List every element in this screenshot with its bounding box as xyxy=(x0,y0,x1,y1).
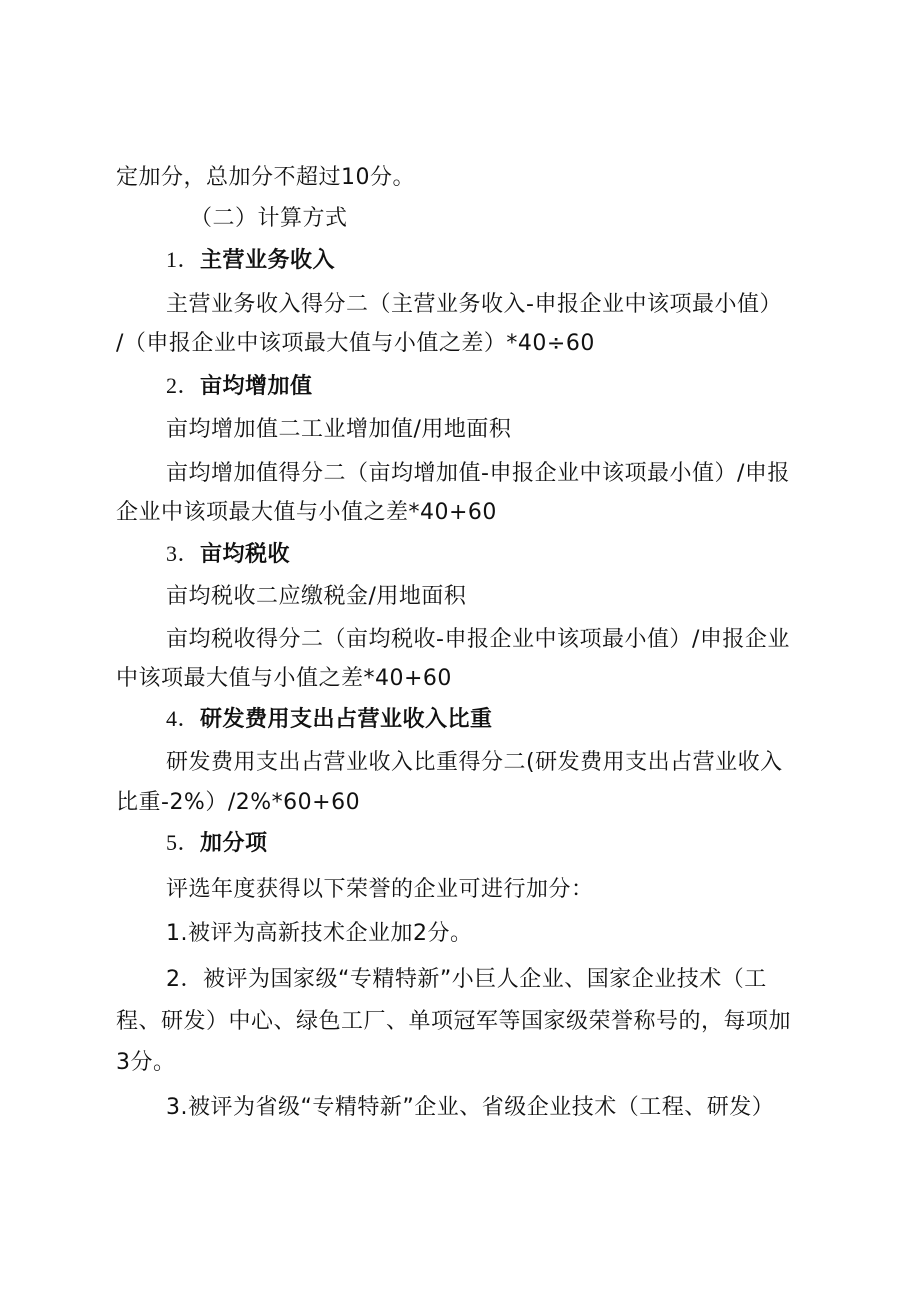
item-number: 3． xyxy=(166,541,201,566)
item-number: 1． xyxy=(166,247,201,272)
item-title: 加分项 xyxy=(200,831,268,856)
bonus-item: 3.被评为省级“专精特新”企业、省级企业技术（工程、研发） xyxy=(166,1095,775,1120)
item-heading-2 xyxy=(166,371,313,402)
item-heading-1 xyxy=(166,245,335,276)
bonus-item-continued: 程、研发）中心、绿色工厂、单项冠军等国家级荣誉称号的，每项加 xyxy=(116,1009,792,1034)
formula-line: 亩均增加值得分二（亩均增加值-申报企业中该项最小值）/申报 xyxy=(166,461,790,486)
formula-line: 亩均增加值二工业增加值/用地面积 xyxy=(166,417,512,442)
section-heading: （二）计算方式 xyxy=(190,206,348,231)
item-title: 亩均税收 xyxy=(200,542,291,567)
item-number: 5． xyxy=(166,830,201,855)
text-line: 评选年度获得以下荣誉的企业可进行加分： xyxy=(166,877,594,902)
item-title: 研发费用支出占营业收入比重 xyxy=(200,707,493,732)
item-number: 2． xyxy=(166,373,201,398)
formula-line: 企业中该项最大值与小值之差*40+60 xyxy=(116,500,497,525)
formula-line: /（申报企业中该项最大值与小值之差）*40÷60 xyxy=(116,331,595,356)
item-title: 亩均增加值 xyxy=(200,374,313,399)
formula-line: 亩均税收二应缴税金/用地面积 xyxy=(166,584,467,609)
item-heading-5 xyxy=(166,828,268,859)
item-title: 主营业务收入 xyxy=(200,248,336,273)
bonus-item: 2．被评为国家级“专精特新”小巨人企业、国家企业技术（工 xyxy=(166,967,767,992)
item-number: 4． xyxy=(166,706,201,731)
formula-line: 主营业务收入得分二（主营业务收入-申报企业中该项最小值） xyxy=(166,292,782,317)
bonus-item-continued: 3分。 xyxy=(116,1050,176,1075)
bonus-item: 1.被评为高新技术企业加2分。 xyxy=(166,921,473,946)
text-line: 定加分，总加分不超过10分。 xyxy=(116,165,415,190)
formula-line: 亩均税收得分二（亩均税收-申报企业中该项最小值）/申报企业 xyxy=(166,627,790,652)
item-heading-3 xyxy=(166,539,290,570)
item-heading-4 xyxy=(166,704,493,735)
formula-line: 研发费用支出占营业收入比重得分二(研发费用支出占营业收入 xyxy=(166,750,783,775)
formula-line: 比重-2%）/2%*60+60 xyxy=(116,790,361,815)
formula-line: 中该项最大值与小值之差*40+60 xyxy=(116,666,452,691)
